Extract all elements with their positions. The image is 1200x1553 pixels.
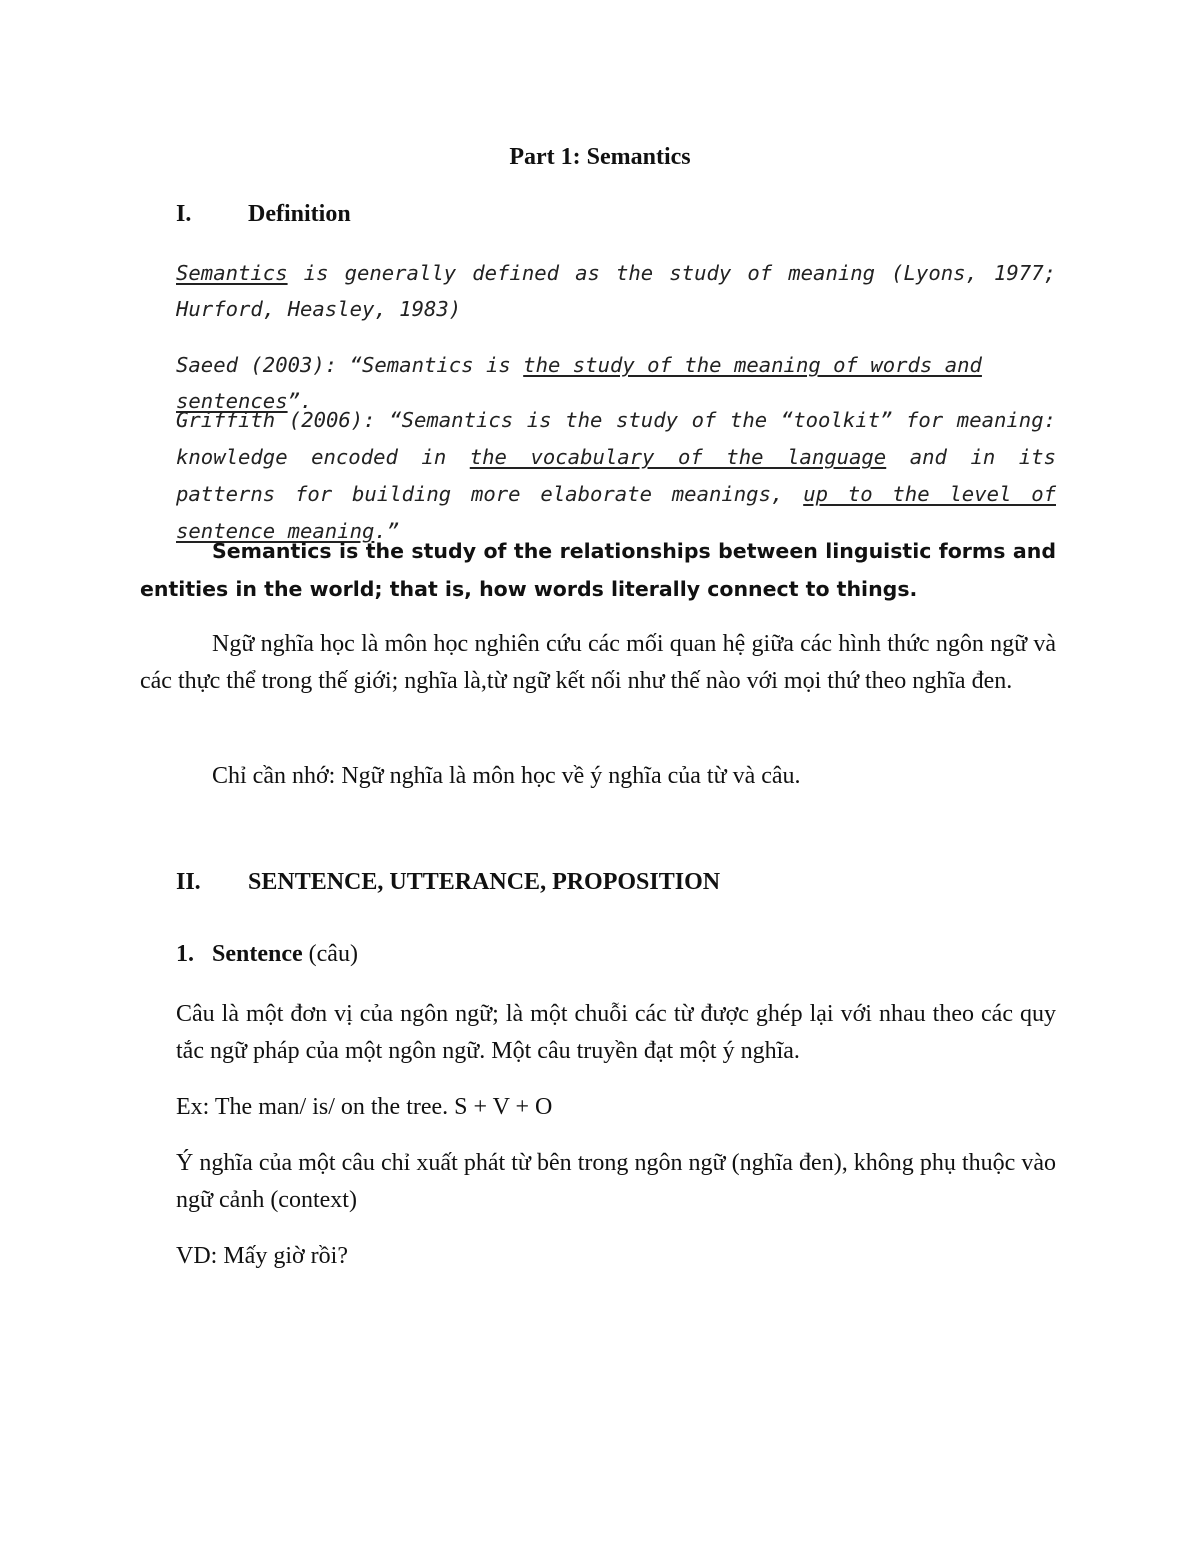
subsection-1-number: 1. <box>176 941 194 967</box>
definition-griffith <box>176 402 1056 550</box>
griffith-lead: Griffith (2006): “Semantics is the study of the “toolkit” for meaning: knowledge encoded in <box>176 408 1056 469</box>
vietnamese-example: VD: Mấy giờ rồi? <box>176 1243 348 1269</box>
saeed-lead: Saeed (2003): “Semantics is <box>176 353 524 377</box>
griffith-middle: and in its patterns for building more elaborate meanings, <box>176 445 1056 506</box>
griffith-tail: .” <box>374 519 400 543</box>
bold-definition: Semantics is the study of the relationships between linguistic forms and entities in the world; that is, how words literally connect to things. <box>140 539 1056 601</box>
section-2-heading <box>176 869 720 896</box>
remember-note: Chỉ cần nhớ: Ngữ nghĩa là môn học về ý nghĩa của từ và câu. <box>212 763 801 789</box>
vietnamese-definition: Ngữ nghĩa học là môn học nghiên cứu các mối quan hệ giữa các hình thức ngôn ngữ và các thực thể trong thế giới; nghĩa là,từ ngữ kết nối như thế nào với mọi thứ theo nghĩa đen. <box>140 631 1056 694</box>
subsection-1-heading <box>176 941 358 968</box>
sentence-example: Ex: The man/ is/ on the tree. S + V + O <box>176 1094 553 1120</box>
saeed-tail: ”. <box>287 389 313 413</box>
sentence-meaning-note: Ý nghĩa của một câu chỉ xuất phát từ bên trong ngôn ngữ (nghĩa đen), không phụ thuộc vào ngữ cảnh (context) <box>176 1150 1056 1213</box>
section-2-number: II. <box>176 869 201 895</box>
section-1-heading <box>176 201 351 228</box>
section-2-title: SENTENCE, UTTERANCE, PROPOSITION <box>248 869 721 895</box>
griffith-underlined-sentence: up to the level of sentence meaning <box>176 482 1056 543</box>
subsection-1-gloss: (câu) <box>302 941 358 967</box>
sentence-definition: Câu là một đơn vị của ngôn ngữ; là một chuỗi các từ được ghép lại với nhau theo các quy tắc ngữ pháp của một ngôn ngữ. Một câu truyền đạt một ý nghĩa. <box>176 1001 1056 1064</box>
saeed-underlined: the study of the meaning of words and sentences <box>176 353 982 413</box>
page-title: Part 1: Semantics <box>509 144 691 170</box>
section-1-title: Definition <box>248 201 351 227</box>
definition-lyons <box>176 255 1056 327</box>
definition-lyons-text: is generally defined as the study of meaning (Lyons, 1977; Hurford, Heasley, 1983) <box>176 261 1056 321</box>
semantics-term: Semantics <box>176 261 288 285</box>
section-1-number: I. <box>176 201 192 227</box>
subsection-1-title: Sentence <box>212 941 303 967</box>
griffith-underlined-vocabulary: the vocabulary of the language <box>469 445 887 469</box>
